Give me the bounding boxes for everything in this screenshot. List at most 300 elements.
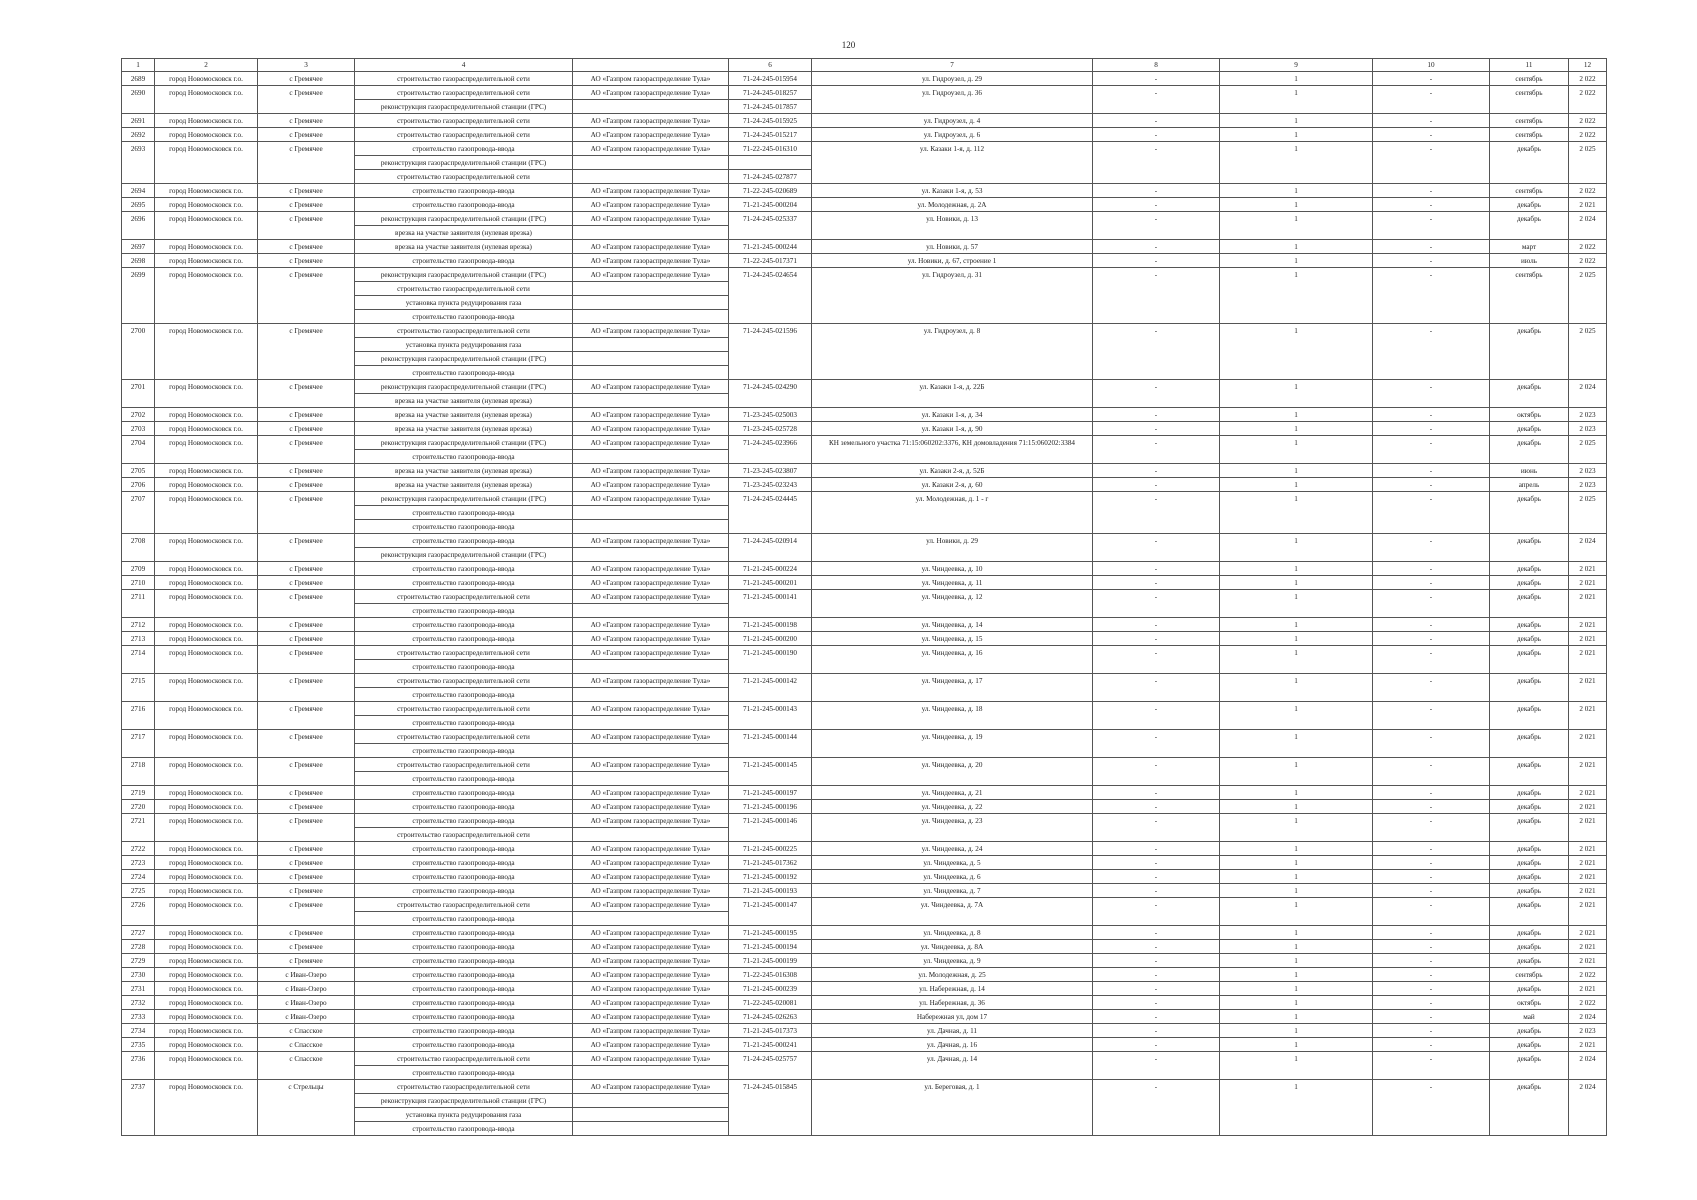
locality: с Гремячее	[258, 856, 355, 870]
municipality: город Новомосковск г.о.	[155, 1024, 258, 1038]
municipality: город Новомосковск г.о.	[155, 268, 258, 324]
locality: с Гремячее	[258, 926, 355, 940]
application-code: 71-21-245-000239	[729, 982, 812, 996]
address: ул. Чиндеевка, д. 11	[812, 576, 1093, 590]
work-type: строительство газопровода-ввода	[355, 366, 573, 380]
col-10: -	[1373, 758, 1490, 786]
organization-empty	[573, 828, 729, 842]
organization: АО «Газпром газораспределение Тула»	[573, 492, 729, 506]
address: ул. Чиндеевка, д. 19	[812, 730, 1093, 758]
work-type: строительство газораспределительной сети	[355, 1052, 573, 1066]
organization: АО «Газпром газораспределение Тула»	[573, 856, 729, 870]
table-row	[122, 674, 1607, 688]
table-row	[122, 114, 1607, 128]
organization-empty	[573, 520, 729, 534]
col-8: -	[1093, 576, 1220, 590]
address: ул. Дачная, д. 11	[812, 1024, 1093, 1038]
year: 2 021	[1569, 730, 1607, 758]
year: 2 021	[1569, 786, 1607, 800]
locality: с Иван-Озеро	[258, 996, 355, 1010]
table-row	[122, 1010, 1607, 1024]
work-type: строительство газопровода-ввода	[355, 954, 573, 968]
column-header	[573, 59, 729, 72]
col-10: -	[1373, 1080, 1490, 1136]
col-8: -	[1093, 1080, 1220, 1136]
col-10: -	[1373, 408, 1490, 422]
application-code: 71-21-245-000195	[729, 926, 812, 940]
year: 2 022	[1569, 86, 1607, 114]
work-type: строительство газораспределительной сети	[355, 702, 573, 716]
col-8: -	[1093, 646, 1220, 674]
col-9: 1	[1220, 254, 1373, 268]
organization: АО «Газпром газораспределение Тула»	[573, 842, 729, 856]
work-type: строительство газопровода-ввода	[355, 660, 573, 674]
year: 2 021	[1569, 842, 1607, 856]
column-header: 9	[1220, 59, 1373, 72]
page-number: 120	[841, 40, 856, 50]
locality: с Гремячее	[258, 492, 355, 534]
municipality: город Новомосковск г.о.	[155, 814, 258, 842]
municipality: город Новомосковск г.о.	[155, 436, 258, 464]
application-code: 71-21-245-000196	[729, 800, 812, 814]
col-9: 1	[1220, 184, 1373, 198]
col-9: 1	[1220, 730, 1373, 758]
work-type: строительство газопровода-ввода	[355, 772, 573, 786]
address: ул. Казаки 1-я, д. 112	[812, 142, 1093, 184]
organization: АО «Газпром газораспределение Тула»	[573, 422, 729, 436]
col-9: 1	[1220, 1080, 1373, 1136]
table-row	[122, 128, 1607, 142]
organization-empty	[573, 772, 729, 786]
organization: АО «Газпром газораспределение Тула»	[573, 268, 729, 282]
col-10: -	[1373, 72, 1490, 86]
year: 2 021	[1569, 590, 1607, 618]
row-number: 2734	[122, 1024, 155, 1038]
row-number: 2733	[122, 1010, 155, 1024]
work-type: строительство газопровода-ввода	[355, 450, 573, 464]
row-number: 2724	[122, 870, 155, 884]
municipality: город Новомосковск г.о.	[155, 926, 258, 940]
locality: с Гремячее	[258, 268, 355, 324]
work-type: строительство газопровода-ввода	[355, 688, 573, 702]
row-number: 2699	[122, 268, 155, 324]
col-10: -	[1373, 926, 1490, 940]
work-type: строительство газопровода-ввода	[355, 310, 573, 324]
year: 2 021	[1569, 800, 1607, 814]
work-type: строительство газопровода-ввода	[355, 142, 573, 156]
organization: АО «Газпром газораспределение Тула»	[573, 464, 729, 478]
month: декабрь	[1490, 702, 1569, 730]
table-row	[122, 954, 1607, 968]
organization-empty	[573, 352, 729, 366]
application-code: 71-24-245-015925	[729, 114, 812, 128]
row-number: 2710	[122, 576, 155, 590]
work-type: установка пункта редуцирования газа	[355, 296, 573, 310]
year: 2 021	[1569, 618, 1607, 632]
work-type: строительство газопровода-ввода	[355, 996, 573, 1010]
row-number: 2703	[122, 422, 155, 436]
col-10: -	[1373, 184, 1490, 198]
month: декабрь	[1490, 1052, 1569, 1080]
application-code: 71-24-245-024290	[729, 380, 812, 408]
organization-empty	[573, 226, 729, 240]
row-number: 2691	[122, 114, 155, 128]
locality: с Гремячее	[258, 940, 355, 954]
organization: АО «Газпром газораспределение Тула»	[573, 758, 729, 772]
address: ул. Казаки 1-я, д. 34	[812, 408, 1093, 422]
work-type: врезка на участке заявителя (нулевая врезка)	[355, 422, 573, 436]
work-type: строительство газораспределительной сети	[355, 324, 573, 338]
gasification-table	[121, 58, 1607, 1136]
address: ул. Казаки 1-я, д. 90	[812, 422, 1093, 436]
organization: АО «Газпром газораспределение Тула»	[573, 72, 729, 86]
col-10: -	[1373, 562, 1490, 576]
locality: с Гремячее	[258, 324, 355, 380]
column-header: 7	[812, 59, 1093, 72]
year: 2 023	[1569, 478, 1607, 492]
year: 2 025	[1569, 492, 1607, 534]
row-number: 2711	[122, 590, 155, 618]
table-row	[122, 1038, 1607, 1052]
municipality: город Новомосковск г.о.	[155, 184, 258, 198]
work-type: строительство газораспределительной сети	[355, 758, 573, 772]
col-10: -	[1373, 856, 1490, 870]
work-type: строительство газопровода-ввода	[355, 534, 573, 548]
locality: с Гремячее	[258, 128, 355, 142]
table-row	[122, 646, 1607, 660]
col-10: -	[1373, 464, 1490, 478]
work-type: врезка на участке заявителя (нулевая врезка)	[355, 464, 573, 478]
municipality: город Новомосковск г.о.	[155, 954, 258, 968]
month: октябрь	[1490, 408, 1569, 422]
column-header: 12	[1569, 59, 1607, 72]
col-9: 1	[1220, 982, 1373, 996]
col-10: -	[1373, 954, 1490, 968]
application-code: 71-24-245-023966	[729, 436, 812, 464]
col-8: -	[1093, 800, 1220, 814]
col-8: -	[1093, 814, 1220, 842]
year: 2 021	[1569, 884, 1607, 898]
organization-empty	[573, 394, 729, 408]
application-code: 71-21-245-000146	[729, 814, 812, 842]
organization: АО «Газпром газораспределение Тула»	[573, 184, 729, 198]
month: декабрь	[1490, 800, 1569, 814]
column-header: 11	[1490, 59, 1569, 72]
municipality: город Новомосковск г.о.	[155, 996, 258, 1010]
row-number: 2707	[122, 492, 155, 534]
organization-empty	[573, 660, 729, 674]
work-type: строительство газораспределительной сети	[355, 898, 573, 912]
col-10: -	[1373, 380, 1490, 408]
col-8: -	[1093, 128, 1220, 142]
col-8: -	[1093, 464, 1220, 478]
organization-empty	[573, 1066, 729, 1080]
application-code: 71-22-245-016310	[729, 142, 812, 156]
address: ул. Чиндеевка, д. 7А	[812, 898, 1093, 926]
application-code: 71-24-245-017857	[729, 100, 812, 114]
column-header: 3	[258, 59, 355, 72]
address: ул. Гидроузел, д. 4	[812, 114, 1093, 128]
municipality: город Новомосковск г.о.	[155, 940, 258, 954]
month: декабрь	[1490, 926, 1569, 940]
work-type: строительство газопровода-ввода	[355, 1010, 573, 1024]
organization: АО «Газпром газораспределение Тула»	[573, 576, 729, 590]
work-type: реконструкция газораспределительной станции (ГРС)	[355, 492, 573, 506]
address: ул. Чиндеевка, д. 23	[812, 814, 1093, 842]
table-row	[122, 814, 1607, 828]
col-8: -	[1093, 562, 1220, 576]
work-type: врезка на участке заявителя (нулевая врезка)	[355, 408, 573, 422]
work-type: реконструкция газораспределительной станции (ГРС)	[355, 380, 573, 394]
col-10: -	[1373, 814, 1490, 842]
application-code: 71-22-245-020689	[729, 184, 812, 198]
col-8: -	[1093, 702, 1220, 730]
col-8: -	[1093, 408, 1220, 422]
application-code: 71-21-245-000190	[729, 646, 812, 674]
table-row	[122, 422, 1607, 436]
municipality: город Новомосковск г.о.	[155, 842, 258, 856]
year: 2 021	[1569, 198, 1607, 212]
address: ул. Гидроузел, д. 6	[812, 128, 1093, 142]
month: декабрь	[1490, 324, 1569, 380]
month: декабрь	[1490, 1024, 1569, 1038]
col-9: 1	[1220, 884, 1373, 898]
col-9: 1	[1220, 590, 1373, 618]
locality: с Гремячее	[258, 212, 355, 240]
address: ул. Казаки 2-я, д. 60	[812, 478, 1093, 492]
organization: АО «Газпром газораспределение Тула»	[573, 1052, 729, 1066]
address: ул. Чиндеевка, д. 7	[812, 884, 1093, 898]
work-type: строительство газопровода-ввода	[355, 198, 573, 212]
organization-empty	[573, 156, 729, 170]
work-type: строительство газораспределительной сети	[355, 128, 573, 142]
work-type: врезка на участке заявителя (нулевая врезка)	[355, 240, 573, 254]
organization: АО «Газпром газораспределение Тула»	[573, 646, 729, 660]
organization: АО «Газпром газораспределение Тула»	[573, 870, 729, 884]
organization: АО «Газпром газораспределение Тула»	[573, 632, 729, 646]
application-code: 71-21-245-017362	[729, 856, 812, 870]
organization: АО «Газпром газораспределение Тула»	[573, 884, 729, 898]
table-row	[122, 968, 1607, 982]
work-type: строительство газораспределительной сети	[355, 646, 573, 660]
year: 2 022	[1569, 254, 1607, 268]
month: декабрь	[1490, 436, 1569, 464]
month: декабрь	[1490, 562, 1569, 576]
year: 2 022	[1569, 184, 1607, 198]
address: ул. Гидроузел, д. 8	[812, 324, 1093, 380]
col-10: -	[1373, 1038, 1490, 1052]
row-number: 2709	[122, 562, 155, 576]
organization-empty	[573, 912, 729, 926]
municipality: город Новомосковск г.о.	[155, 674, 258, 702]
municipality: город Новомосковск г.о.	[155, 534, 258, 562]
address: ул. Новики, д. 57	[812, 240, 1093, 254]
application-code: 71-24-245-027877	[729, 170, 812, 184]
locality: с Гремячее	[258, 814, 355, 842]
work-type: врезка на участке заявителя (нулевая врезка)	[355, 226, 573, 240]
work-type: строительство газопровода-ввода	[355, 520, 573, 534]
col-10: -	[1373, 324, 1490, 380]
locality: с Спасское	[258, 1038, 355, 1052]
year: 2 024	[1569, 212, 1607, 240]
col-10: -	[1373, 142, 1490, 184]
application-code: 71-24-245-015954	[729, 72, 812, 86]
address: ул. Чиндеевка, д. 16	[812, 646, 1093, 674]
table-row	[122, 800, 1607, 814]
municipality: город Новомосковск г.о.	[155, 982, 258, 996]
month: сентябрь	[1490, 72, 1569, 86]
municipality: город Новомосковск г.о.	[155, 408, 258, 422]
address: ул. Чиндеевка, д. 21	[812, 786, 1093, 800]
application-code: 71-23-245-025728	[729, 422, 812, 436]
month: декабрь	[1490, 632, 1569, 646]
organization-empty	[573, 688, 729, 702]
col-10: -	[1373, 436, 1490, 464]
col-8: -	[1093, 590, 1220, 618]
row-number: 2731	[122, 982, 155, 996]
year: 2 021	[1569, 674, 1607, 702]
locality: с Гремячее	[258, 590, 355, 618]
organization: АО «Газпром газораспределение Тула»	[573, 730, 729, 744]
col-8: -	[1093, 758, 1220, 786]
locality: с Гремячее	[258, 72, 355, 86]
row-number: 2700	[122, 324, 155, 380]
month: декабрь	[1490, 898, 1569, 926]
work-type: реконструкция газораспределительной станции (ГРС)	[355, 1094, 573, 1108]
row-number: 2693	[122, 142, 155, 184]
municipality: город Новомосковск г.о.	[155, 856, 258, 870]
month: декабрь	[1490, 982, 1569, 996]
month: декабрь	[1490, 646, 1569, 674]
work-type: реконструкция газораспределительной станции (ГРС)	[355, 352, 573, 366]
year: 2 025	[1569, 324, 1607, 380]
year: 2 021	[1569, 870, 1607, 884]
work-type: врезка на участке заявителя (нулевая врезка)	[355, 394, 573, 408]
col-8: -	[1093, 786, 1220, 800]
col-9: 1	[1220, 646, 1373, 674]
col-10: -	[1373, 968, 1490, 982]
work-type: строительство газопровода-ввода	[355, 1122, 573, 1136]
month: апрель	[1490, 478, 1569, 492]
row-number: 2695	[122, 198, 155, 212]
locality: с Гремячее	[258, 954, 355, 968]
work-type: установка пункта редуцирования газа	[355, 1108, 573, 1122]
work-type: строительство газопровода-ввода	[355, 940, 573, 954]
col-8: -	[1093, 184, 1220, 198]
locality: с Гремячее	[258, 576, 355, 590]
locality: с Гремячее	[258, 422, 355, 436]
year: 2 024	[1569, 1080, 1607, 1136]
organization-empty	[573, 338, 729, 352]
col-9: 1	[1220, 1052, 1373, 1080]
table-row	[122, 142, 1607, 156]
locality: с Гремячее	[258, 114, 355, 128]
locality: с Гремячее	[258, 142, 355, 184]
row-number: 2712	[122, 618, 155, 632]
application-code: 71-24-245-020914	[729, 534, 812, 562]
col-10: -	[1373, 730, 1490, 758]
application-code: 71-23-245-023807	[729, 464, 812, 478]
month: декабрь	[1490, 870, 1569, 884]
col-10: -	[1373, 114, 1490, 128]
header-row	[122, 59, 1607, 72]
col-8: -	[1093, 926, 1220, 940]
municipality: город Новомосковск г.о.	[155, 478, 258, 492]
address: ул. Чиндеевка, д. 8	[812, 926, 1093, 940]
organization: АО «Газпром газораспределение Тула»	[573, 1024, 729, 1038]
month: сентябрь	[1490, 86, 1569, 114]
organization: АО «Газпром газораспределение Тула»	[573, 534, 729, 548]
table-row	[122, 632, 1607, 646]
locality: с Гремячее	[258, 884, 355, 898]
col-9: 1	[1220, 576, 1373, 590]
month: декабрь	[1490, 534, 1569, 562]
organization: АО «Газпром газораспределение Тула»	[573, 1038, 729, 1052]
work-type: строительство газопровода-ввода	[355, 604, 573, 618]
application-code: 71-24-245-021596	[729, 324, 812, 380]
column-header: 2	[155, 59, 258, 72]
locality: с Гремячее	[258, 898, 355, 926]
municipality: город Новомосковск г.о.	[155, 884, 258, 898]
work-type: строительство газопровода-ввода	[355, 576, 573, 590]
municipality: город Новомосковск г.о.	[155, 492, 258, 534]
col-8: -	[1093, 884, 1220, 898]
col-8: -	[1093, 534, 1220, 562]
organization-empty	[573, 310, 729, 324]
col-9: 1	[1220, 674, 1373, 702]
row-number: 2698	[122, 254, 155, 268]
table-row	[122, 254, 1607, 268]
year: 2 023	[1569, 422, 1607, 436]
col-9: 1	[1220, 870, 1373, 884]
work-type: реконструкция газораспределительной станции (ГРС)	[355, 156, 573, 170]
month: декабрь	[1490, 1080, 1569, 1136]
col-10: -	[1373, 590, 1490, 618]
municipality: город Новомосковск г.о.	[155, 576, 258, 590]
application-code: 71-24-245-015845	[729, 1080, 812, 1136]
table-row	[122, 1052, 1607, 1066]
col-9: 1	[1220, 898, 1373, 926]
application-code: 71-21-245-000144	[729, 730, 812, 758]
col-8: -	[1093, 86, 1220, 114]
year: 2 023	[1569, 1024, 1607, 1038]
row-number: 2708	[122, 534, 155, 562]
month: декабрь	[1490, 954, 1569, 968]
table-row	[122, 184, 1607, 198]
table-row	[122, 590, 1607, 604]
work-type: строительство газопровода-ввода	[355, 884, 573, 898]
work-type: строительство газопровода-ввода	[355, 870, 573, 884]
month: сентябрь	[1490, 968, 1569, 982]
year: 2 021	[1569, 982, 1607, 996]
col-9: 1	[1220, 198, 1373, 212]
work-type: строительство газопровода-ввода	[355, 842, 573, 856]
year: 2 021	[1569, 814, 1607, 842]
col-10: -	[1373, 478, 1490, 492]
address: ул. Казаки 1-я, д. 53	[812, 184, 1093, 198]
application-code: 71-21-245-000198	[729, 618, 812, 632]
work-type: врезка на участке заявителя (нулевая врезка)	[355, 478, 573, 492]
table-row	[122, 86, 1607, 100]
year: 2 024	[1569, 534, 1607, 562]
row-number: 2729	[122, 954, 155, 968]
table-row	[122, 898, 1607, 912]
work-type: строительство газопровода-ввода	[355, 982, 573, 996]
row-number: 2715	[122, 674, 155, 702]
locality: с Гремячее	[258, 240, 355, 254]
locality: с Иван-Озеро	[258, 1010, 355, 1024]
col-9: 1	[1220, 128, 1373, 142]
